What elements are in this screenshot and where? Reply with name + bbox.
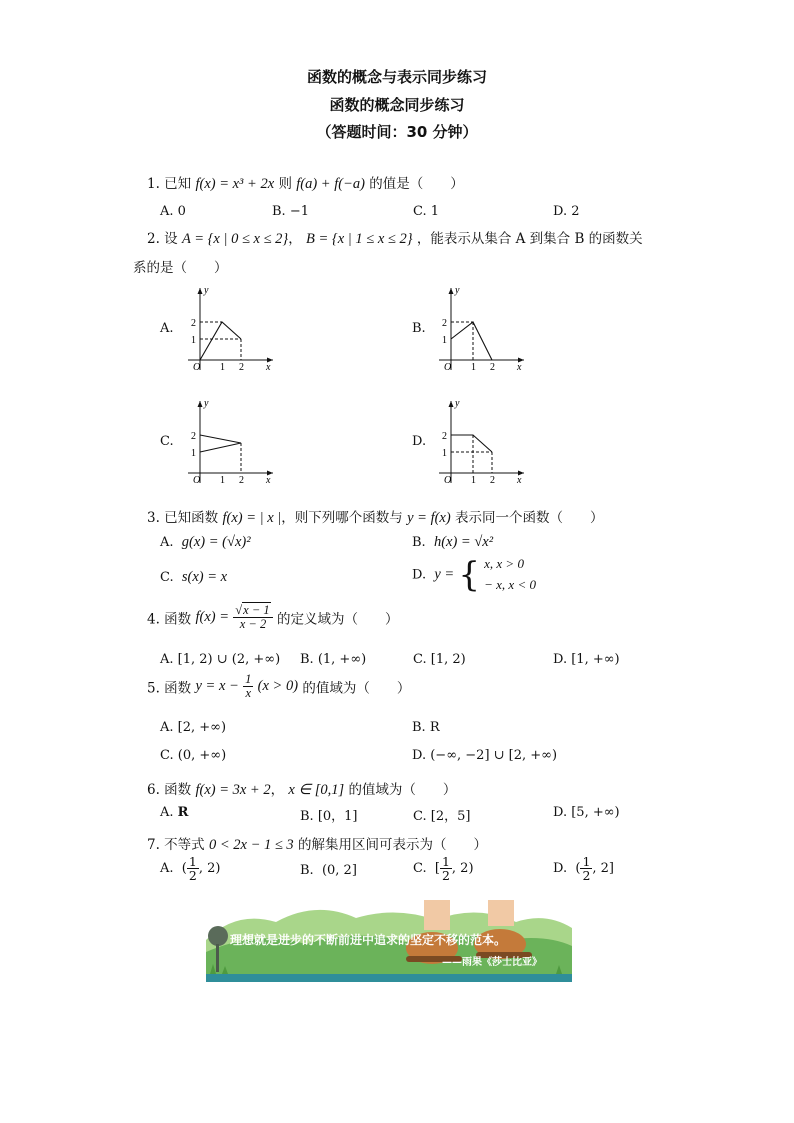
- q7-option-c: [413, 855, 474, 882]
- q3-option-a: [160, 534, 251, 551]
- q3-prefix: 3. 已知函数: [147, 510, 219, 526]
- q7-option-c-open: [: [434, 861, 440, 877]
- question-2: [147, 227, 643, 248]
- q2-prefix: 2. 设: [147, 231, 178, 247]
- q5-option-a: A. [2, +∞): [160, 720, 227, 735]
- q3-option-d: [412, 554, 536, 596]
- q5-cond: (x > 0): [257, 678, 299, 695]
- q7-option-d-open: (: [575, 861, 581, 877]
- q6-prefix: 6. 函数: [147, 782, 192, 798]
- q4-option-d: D. [1, +∞): [553, 652, 620, 667]
- q1-mid: 则: [278, 176, 292, 192]
- tick-y-1: 1: [442, 335, 447, 346]
- q5-lhs: y = x −: [195, 678, 239, 695]
- q1-option-b: B. −1: [272, 204, 309, 219]
- q3-option-d-cases: [484, 554, 536, 596]
- q2-graph-b: [429, 282, 529, 374]
- q7-option-a: [160, 855, 220, 882]
- q3-option-a-label: A.: [160, 535, 174, 550]
- q2-set-b: B = {x | 1 ≤ x ≤ 2}: [306, 231, 413, 247]
- tick-y-1: 1: [442, 448, 447, 459]
- q7-option-b: [300, 863, 357, 878]
- question-1: [147, 172, 464, 193]
- axis-y-label: y: [204, 285, 209, 296]
- axis-x-label: x: [517, 475, 522, 486]
- q3-option-b-expr: h(x) = √x²: [433, 534, 494, 550]
- q3-option-b: [412, 534, 493, 551]
- q7-expr: 0 < 2x − 1 ≤ 3: [208, 837, 294, 853]
- q3-option-d-case2: − x, x < 0: [484, 576, 536, 592]
- q1-option-c: C. 1: [413, 204, 440, 219]
- q5-fraction: [243, 673, 253, 700]
- title-time: （答题时间：30 分钟）: [316, 123, 478, 141]
- question-4: [147, 604, 398, 631]
- tick-x-2: 2: [239, 475, 244, 486]
- q2-sep: ，: [288, 231, 302, 247]
- q4-prefix: 4. 函数: [147, 611, 192, 628]
- tick-y-1: 1: [191, 335, 196, 346]
- q4-suffix: 的定义域为（ ）: [276, 611, 399, 628]
- q7-suffix: 的解集用区间可表示为（ ）: [297, 837, 487, 853]
- q7-option-d-close: , 2]: [592, 861, 614, 877]
- axis-origin: O: [193, 362, 201, 373]
- q3-option-c-expr: s(x) = x: [181, 569, 228, 585]
- tick-x-1: 1: [220, 475, 225, 486]
- tick-y-2: 2: [191, 431, 196, 442]
- q3-option-c: [160, 569, 227, 586]
- q3-suffix: 表示同一个函数（ ）: [454, 510, 604, 526]
- q5-numerator: 1: [245, 672, 252, 686]
- q6-domain: x ∈ [0,1]: [288, 782, 345, 798]
- q2-label-a: A.: [160, 321, 174, 336]
- q3-option-a-expr: g(x) = (√x)²: [181, 534, 251, 550]
- q6-option-b: B. [0，1]: [300, 809, 358, 824]
- q7-prefix: 7. 不等式: [147, 837, 205, 853]
- axis-origin: O: [193, 475, 201, 486]
- question-2-line2: 系的是（ ）: [133, 260, 228, 276]
- q4-denominator: x − 2: [239, 617, 267, 632]
- q5-prefix: 5. 函数: [147, 680, 192, 697]
- q7-option-c-frac: $\frac{1}{2}$: [441, 854, 450, 884]
- q7-option-b-label: B.: [300, 863, 314, 878]
- question-3: [147, 506, 603, 527]
- q6-option-a: [160, 805, 188, 820]
- q7-option-a-frac: $\frac{1}{2}$: [188, 854, 197, 884]
- q1-prefix: 1. 已知: [147, 176, 192, 192]
- q6-mid: ，: [270, 782, 285, 798]
- tick-x-2: 2: [239, 362, 244, 373]
- tick-x-2: 2: [490, 475, 495, 486]
- axis-y-label: y: [455, 398, 460, 409]
- q5-suffix: 的值域为（ ）: [302, 680, 411, 697]
- q1-option-d: D. 2: [553, 204, 580, 219]
- q4-fraction: $\frac{√x - 1}{x - 2}$: [233, 604, 272, 631]
- q6-option-d: D. [5, +∞): [553, 805, 620, 820]
- q4-option-a: A. [1, 2) ∪ (2, +∞): [160, 652, 281, 667]
- q5-option-c: C. (0, +∞): [160, 748, 227, 763]
- q4-numerator: x − 1: [243, 603, 270, 617]
- q2-graph-a: [178, 282, 278, 374]
- q6-expr: f(x) = 3x + 2: [195, 782, 271, 798]
- q5-option-d: D. (−∞, −2] ∪ [2, +∞): [412, 748, 558, 763]
- q3-option-d-brace: {: [458, 554, 480, 595]
- tick-x-1: 1: [471, 362, 476, 373]
- q1-option-a: A. 0: [160, 204, 186, 219]
- q7-option-d: [553, 855, 614, 882]
- tick-x-1: 1: [471, 475, 476, 486]
- q1-expr: f(x) = x³ + 2x: [195, 176, 275, 192]
- q3-mid: ，则下列哪个函数与: [281, 510, 403, 526]
- axis-y-label: y: [455, 285, 460, 296]
- title-sub: 函数的概念同步练习: [329, 96, 465, 114]
- q3-option-d-label: D.: [412, 567, 427, 583]
- q2-graph-d: [429, 395, 529, 487]
- q2-label-c: C.: [160, 434, 174, 449]
- q7-option-a-close: , 2): [198, 861, 221, 877]
- q3-option-c-label: C.: [160, 570, 174, 585]
- q7-option-d-label: D.: [553, 861, 568, 877]
- q1-suffix: 的值是（ ）: [369, 176, 464, 192]
- q4-option-c: C. [1, 2): [413, 652, 466, 667]
- q6-suffix: 的值域为（ ）: [348, 782, 457, 798]
- q2-label-d: D.: [412, 434, 427, 449]
- q2-suffix: ，能表示从集合 A 到集合 B 的函数关: [416, 231, 643, 247]
- axis-origin: O: [444, 475, 452, 486]
- tick-x-2: 2: [490, 362, 495, 373]
- question-6: [147, 778, 456, 799]
- q5-denominator: x: [245, 686, 251, 701]
- question-5: [147, 673, 410, 700]
- q7-option-a-label: A.: [160, 861, 174, 877]
- q7-option-d-frac: $\frac{1}{2}$: [582, 854, 591, 884]
- question-7: [147, 833, 487, 854]
- q3-option-d-case1: x, x > 0: [484, 556, 524, 571]
- q7-option-b-value: (0, 2]: [321, 863, 357, 878]
- q2-set-a: A = {x | 0 ≤ x ≤ 2}: [181, 231, 289, 247]
- axis-x-label: x: [266, 475, 271, 486]
- q4-option-b: B. (1, +∞): [300, 652, 367, 667]
- quote-banner: [206, 900, 572, 982]
- q7-option-a-open: (: [181, 861, 187, 877]
- tick-y-2: 2: [442, 431, 447, 442]
- q7-option-c-close: , 2): [451, 861, 474, 877]
- banner-quote: 理想就是进步的不断前进中追求的坚定不移的范本。: [230, 933, 507, 947]
- axis-y-label: y: [204, 398, 209, 409]
- tick-y-2: 2: [442, 318, 447, 329]
- q4-lhs: f(x) =: [195, 609, 229, 626]
- q3-expr: f(x) = | x |: [222, 510, 282, 526]
- q7-option-c-label: C.: [413, 861, 427, 877]
- tick-y-1: 1: [191, 448, 196, 459]
- q3-option-b-label: B.: [412, 535, 426, 550]
- q5-option-b: B. R: [412, 720, 440, 735]
- q6-option-c: C. [2，5]: [413, 809, 471, 824]
- q6-option-a-label: A.: [160, 805, 174, 820]
- q1-expr2: f(a) + f(−a): [296, 176, 365, 192]
- q3-expr2: y = f(x): [407, 510, 451, 526]
- tick-y-2: 2: [191, 318, 196, 329]
- q2-graph-c: [178, 395, 278, 487]
- title-main: 函数的概念与表示同步练习: [306, 68, 487, 86]
- q6-option-a-value: R: [177, 805, 189, 820]
- q2-label-b: B.: [412, 321, 426, 336]
- axis-x-label: x: [266, 362, 271, 373]
- banner-author: ——雨果《莎士比亚》: [442, 957, 542, 968]
- axis-x-label: x: [517, 362, 522, 373]
- q3-option-d-y: y =: [434, 566, 455, 583]
- axis-origin: O: [444, 362, 452, 373]
- tick-x-1: 1: [220, 362, 225, 373]
